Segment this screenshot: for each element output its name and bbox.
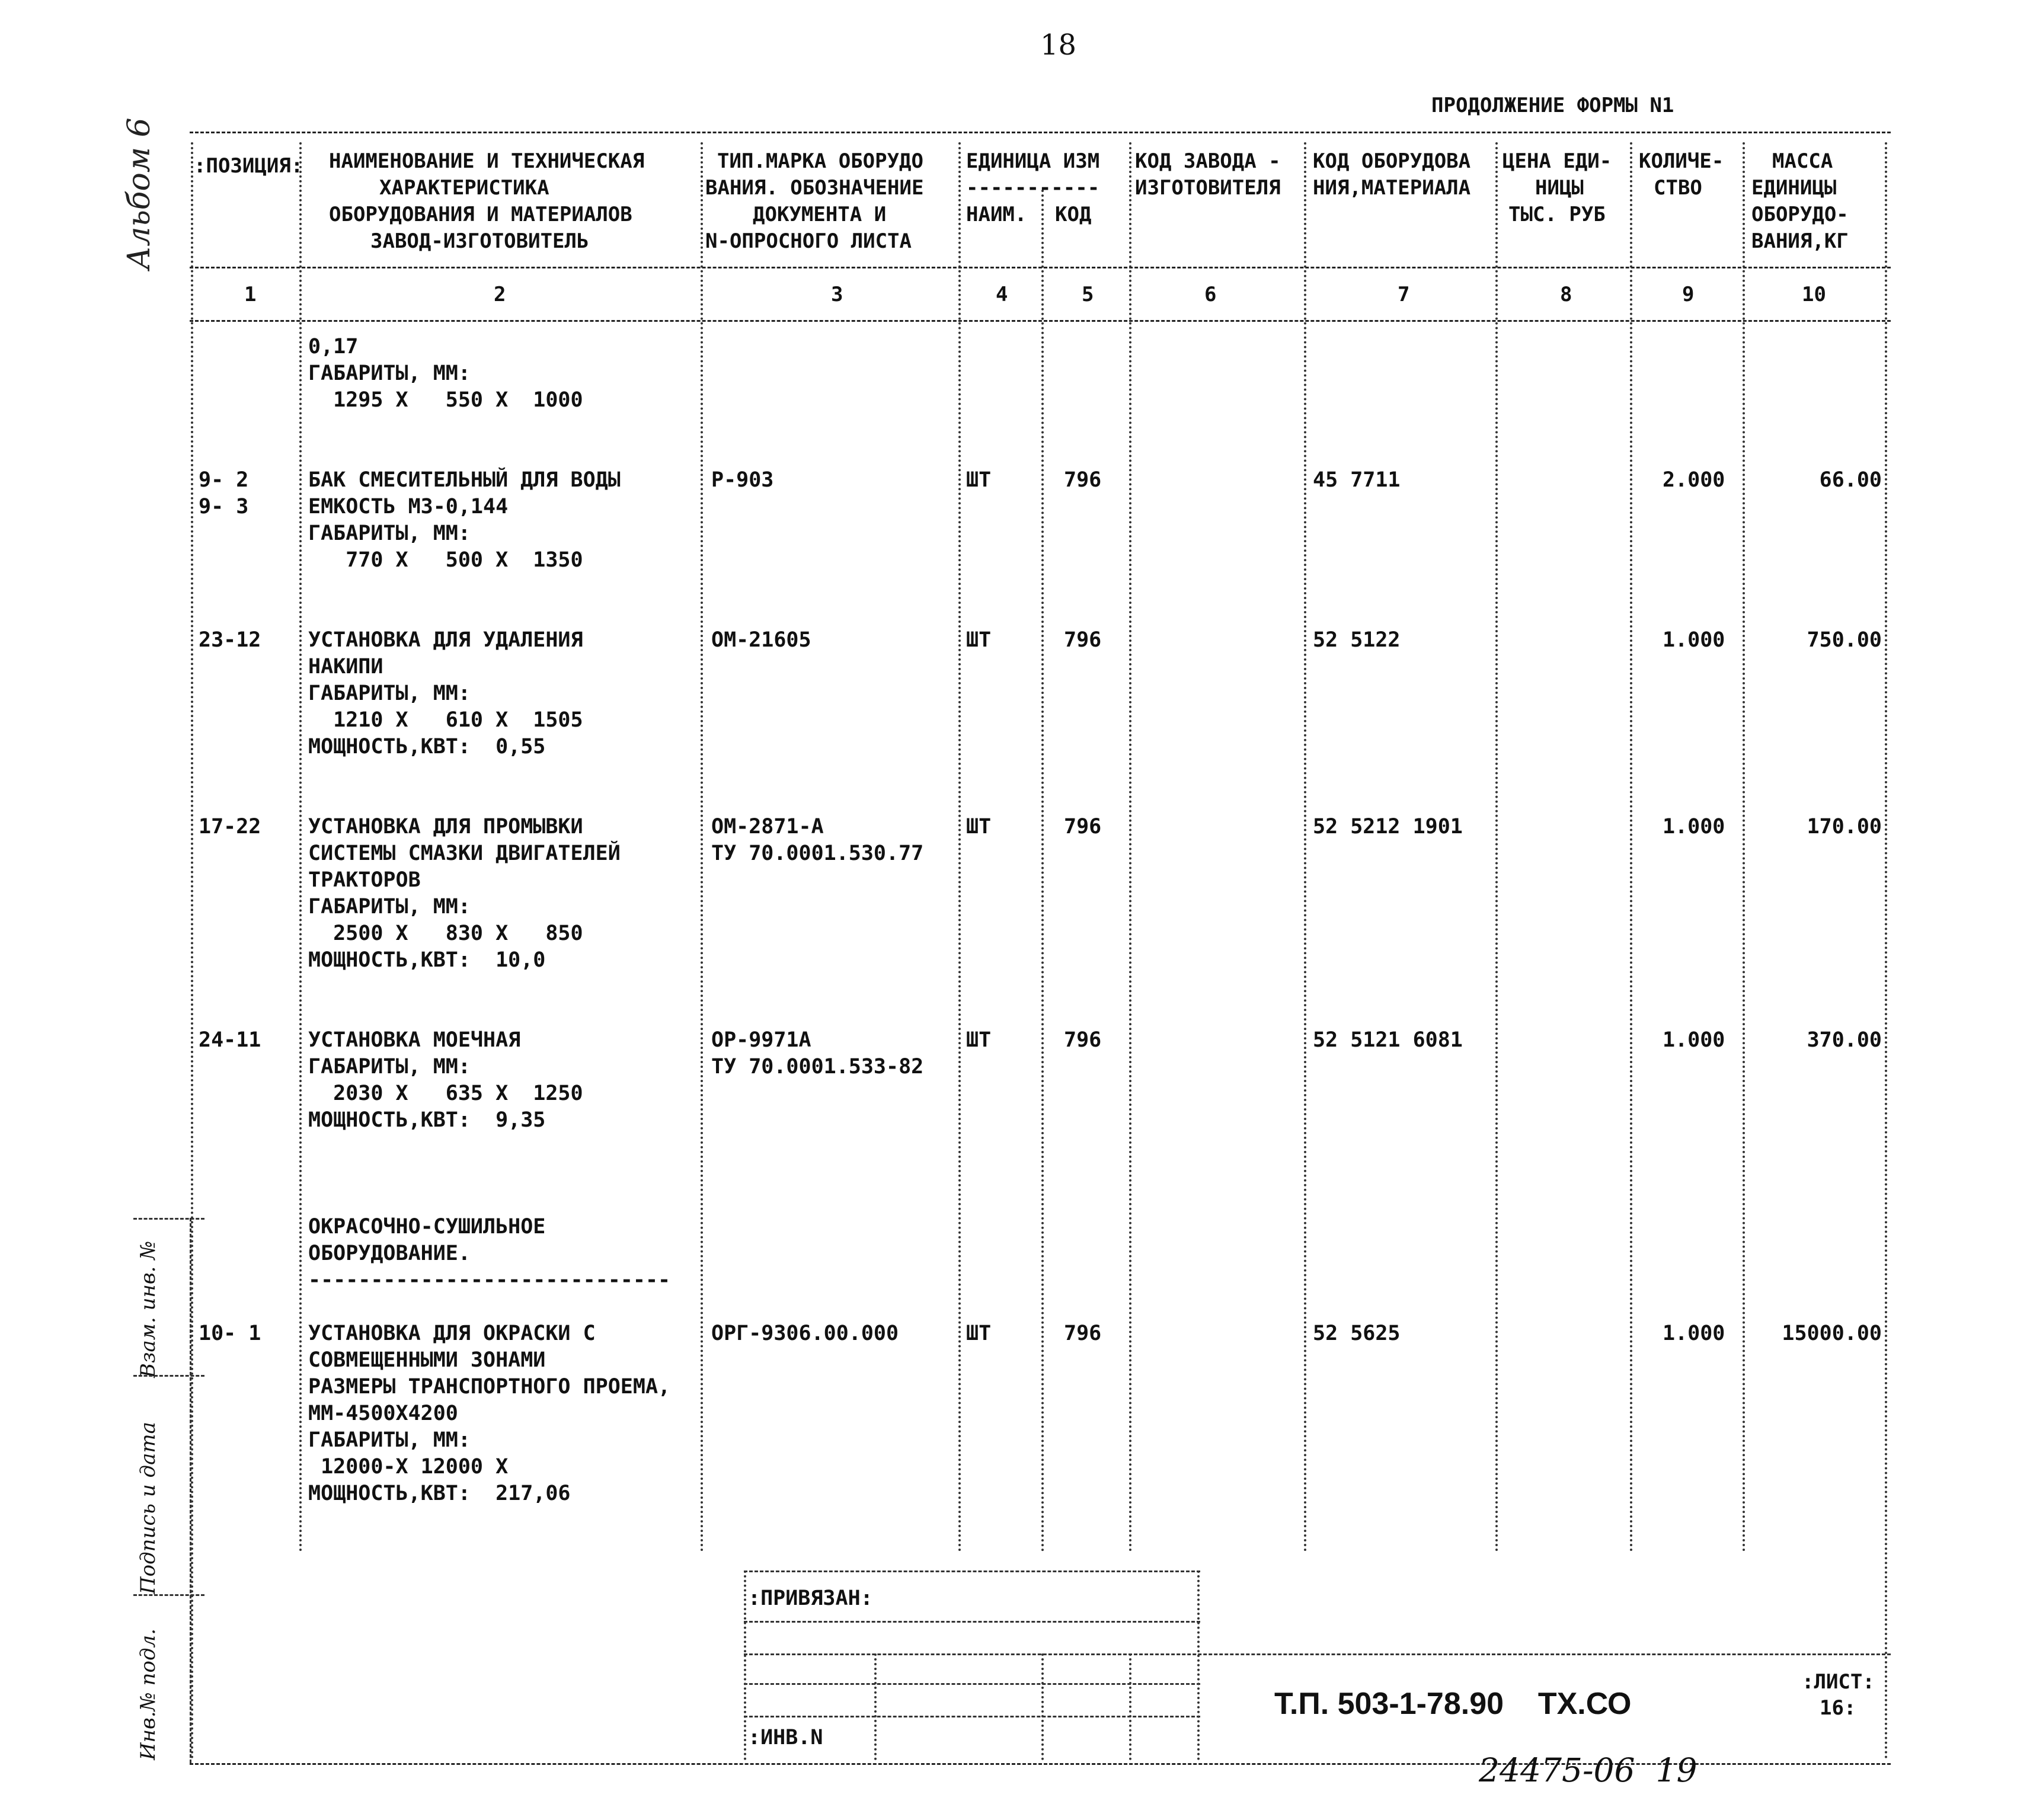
cell-position: 9- 3 [199,495,249,519]
cell-name: МОЩНОСТЬ,КВТ: 217,06 [308,1482,571,1505]
cell-unit-name: ШТ [966,468,992,492]
cell-position: 9- 2 [199,468,249,492]
stamp-inv: :ИНВ.N [748,1726,823,1749]
column-number-2: 2 [494,283,506,306]
cell-quantity: 1.000 [1663,1028,1725,1052]
header-name-line3: ОБОРУДОВАНИЯ И МАТЕРИАЛОВ [329,203,632,226]
cell-name: ГАБАРИТЫ, ММ: [308,682,471,705]
cell-type: ОМ-21605 [711,628,811,652]
cell-mass: 170.00 [1807,815,1882,839]
header-price-line2: НИЦЫ [1535,176,1584,200]
cell-type: Р-903 [711,468,774,492]
cell-unit-name: ШТ [966,1028,992,1052]
column-number-10: 10 [1802,283,1826,306]
cell-name: 2500 X 830 X 850 [308,922,583,945]
cell-name: МОЩНОСТЬ,КВТ: 0,55 [308,735,546,759]
cell-equipment-code: 52 5122 [1313,628,1401,652]
column-divider [1129,142,1131,1553]
column-number-7: 7 [1398,283,1410,306]
cell-name: СОВМЕЩЕННЫМИ ЗОНАМИ [308,1348,546,1372]
header-type-line3: ДОКУМЕНТА И [753,203,887,226]
cell-name: 0,17 [308,335,359,359]
cell-quantity: 1.000 [1663,1322,1725,1345]
cell-name: 1295 X 550 X 1000 [308,388,583,412]
cell-quantity: 1.000 [1663,628,1725,652]
cell-unit-name: ШТ [966,815,992,839]
cell-name: УСТАНОВКА МОЕЧНАЯ [308,1028,521,1052]
header-factory-code-line2: ИЗГОТОВИТЕЛЯ [1135,176,1281,200]
sheet-number: 16: [1820,1696,1856,1720]
stamp-frame-line [744,1716,1200,1717]
cell-name: ГАБАРИТЫ, ММ: [308,362,471,385]
header-type-line2: ВАНИЯ. ОБОЗНАЧЕНИЕ [705,176,924,200]
header-name-line2: ХАРАКТЕРИСТИКА [379,176,549,200]
cell-name: 1210 X 610 X 1505 [308,708,583,732]
stamp-divider [1197,1570,1200,1760]
cell-name: ----------------------------- [308,1268,671,1292]
cell-name: ГАБАРИТЫ, ММ: [308,522,471,545]
column-divider [1743,142,1745,1553]
cell-name: УСТАНОВКА ДЛЯ УДАЛЕНИЯ [308,628,583,652]
cell-unit-name: ШТ [966,1322,992,1345]
cell-equipment-code: 52 5212 1901 [1313,815,1463,839]
stamp-frame-line [744,1570,1200,1572]
cell-equipment-code: 45 7711 [1313,468,1401,492]
cell-name: УСТАНОВКА ДЛЯ ПРОМЫВКИ [308,815,583,839]
header-name-line1: НАИМЕНОВАНИЕ И ТЕХНИЧЕСКАЯ [329,149,645,173]
column-number-5: 5 [1082,283,1094,306]
header-position: :ПОЗИЦИЯ: [194,154,303,178]
cell-name: УСТАНОВКА ДЛЯ ОКРАСКИ С [308,1322,596,1345]
table-top-border [190,132,1891,133]
cell-name: БАК СМЕСИТЕЛЬНЫЙ ДЛЯ ВОДЫ [308,468,621,492]
cell-unit-code: 796 [1064,815,1102,839]
cell-type: ТУ 70.0001.530.77 [711,842,924,865]
cell-position: 24-11 [199,1028,261,1052]
stamp-label-inv-podl: Инв.№ подл. [136,1629,160,1760]
handwritten-inventory-number: 24475-06 19 [1479,1751,1697,1789]
header-equip-code-line2: НИЯ,МАТЕРИАЛА [1313,176,1471,200]
cell-name: 770 X 500 X 1350 [308,548,583,572]
left-stamp-separator [133,1218,204,1220]
header-price-line3: ТЫС. РУБ [1508,203,1606,226]
column-number-1: 1 [244,283,257,306]
column-divider [1041,190,1044,1553]
cell-name: МОЩНОСТЬ,КВТ: 10,0 [308,948,546,972]
column-divider [1630,142,1632,1553]
cell-name: ТРАКТОРОВ [308,868,421,892]
header-mass-line1: МАССА [1772,149,1833,173]
header-separator [190,267,1891,268]
cell-name: ГАБАРИТЫ, ММ: [308,1428,471,1452]
cell-name: ЕМКОСТЬ МЗ-0,144 [308,495,509,519]
column-divider [1304,142,1306,1553]
cell-equipment-code: 52 5625 [1313,1322,1401,1345]
header-type-line4: N-ОПРОСНОГО ЛИСТА [705,229,912,253]
cell-type: ТУ 70.0001.533-82 [711,1055,924,1079]
column-numbers-separator [190,320,1891,322]
cell-equipment-code: 52 5121 6081 [1313,1028,1463,1052]
document-code: Т.П. 503-1-78.90 ТХ.СО [1274,1687,1632,1721]
column-divider [1495,142,1498,1553]
cell-mass: 370.00 [1807,1028,1882,1052]
cell-unit-code: 796 [1064,468,1102,492]
left-stamp-separator [133,1594,204,1596]
cell-unit-name: ШТ [966,628,992,652]
stamp-divider [744,1570,746,1760]
header-qty-line1: КОЛИЧЕ- [1639,149,1724,173]
header-name-line4: ЗАВОД-ИЗГОТОВИТЕЛЬ [370,229,589,253]
cell-unit-code: 796 [1064,628,1102,652]
cell-unit-code: 796 [1064,1028,1102,1052]
left-stamp-separator [133,1375,204,1377]
cell-name: ГАБАРИТЫ, ММ: [308,895,471,919]
page-number: 18 [1040,28,1077,62]
stamp-label-vzam-inv: Взам. инв. № [136,1240,160,1378]
column-divider [701,142,703,1553]
cell-type: ОМ-2871-А [711,815,824,839]
sheet-label: :ЛИСТ: [1802,1670,1875,1694]
stamp-privyazan: :ПРИВЯЗАН: [748,1586,873,1610]
header-mass-line4: ВАНИЯ,КГ [1751,229,1849,253]
cell-name: ОКРАСОЧНО-СУШИЛЬНОЕ [308,1215,546,1239]
stamp-divider [1041,1653,1044,1760]
header-unit-code: КОД [1055,203,1092,226]
cell-position: 17-22 [199,815,261,839]
column-number-4: 4 [996,283,1008,306]
column-divider [958,142,961,1553]
cell-mass: 66.00 [1819,468,1882,492]
stamp-frame-line [744,1653,1891,1655]
cell-name: ОБОРУДОВАНИЕ. [308,1242,471,1265]
cell-position: 23-12 [199,628,261,652]
cell-name: МОЩНОСТЬ,КВТ: 9,35 [308,1108,546,1132]
stamp-divider [1129,1653,1131,1760]
header-price-line1: ЦЕНА ЕДИ- [1502,149,1612,173]
cell-unit-code: 796 [1064,1322,1102,1345]
header-unit-line2: ----------- [966,176,1100,200]
column-number-6: 6 [1204,283,1217,306]
stamp-divider [874,1653,877,1760]
header-unit-line1: ЕДИНИЦА ИЗМ [966,149,1100,173]
cell-mass: 750.00 [1807,628,1882,652]
form-title: ПРОДОЛЖЕНИЕ ФОРМЫ N1 [1431,94,1674,117]
column-divider [299,142,302,1553]
cell-name: 2030 X 635 X 1250 [308,1082,583,1105]
cell-quantity: 1.000 [1663,815,1725,839]
album-note: Альбом 6 [122,117,157,270]
cell-name: НАКИПИ [308,655,383,679]
header-mass-line3: ОБОРУДО- [1751,203,1849,226]
cell-name: ММ-4500Х4200 [308,1402,458,1425]
header-equip-code-line1: КОД ОБОРУДОВА [1313,149,1471,173]
stamp-label-signature-date: Подпись и дата [136,1422,160,1594]
cell-name: ГАБАРИТЫ, ММ: [308,1055,471,1079]
cell-type: ОР-9971А [711,1028,811,1052]
column-number-3: 3 [831,283,843,306]
cell-name: РАЗМЕРЫ ТРАНСПОРТНОГО ПРОЕМА, [308,1375,671,1399]
cell-name: 12000-X 12000 X [308,1455,509,1479]
column-number-9: 9 [1682,283,1695,306]
header-type-line1: ТИП.МАРКА ОБОРУДО [717,149,923,173]
cell-type: ОРГ-9306.00.000 [711,1322,899,1345]
cell-name: СИСТЕМЫ СМАЗКИ ДВИГАТЕЛЕЙ [308,842,621,865]
stamp-frame-line [744,1621,1200,1623]
cell-mass: 15000.00 [1782,1322,1882,1345]
column-number-8: 8 [1560,283,1572,306]
stamp-frame-line [744,1683,1200,1685]
header-factory-code-line1: КОД ЗАВОДА - [1135,149,1281,173]
header-unit-name: НАИМ. [966,203,1027,226]
column-divider [1885,142,1887,1760]
cell-position: 10- 1 [199,1322,261,1345]
header-qty-line2: СТВО [1654,176,1702,200]
left-margin-stamp [133,1218,191,1763]
cell-quantity: 2.000 [1663,468,1725,492]
header-mass-line2: ЕДИНИЦЫ [1751,176,1837,200]
